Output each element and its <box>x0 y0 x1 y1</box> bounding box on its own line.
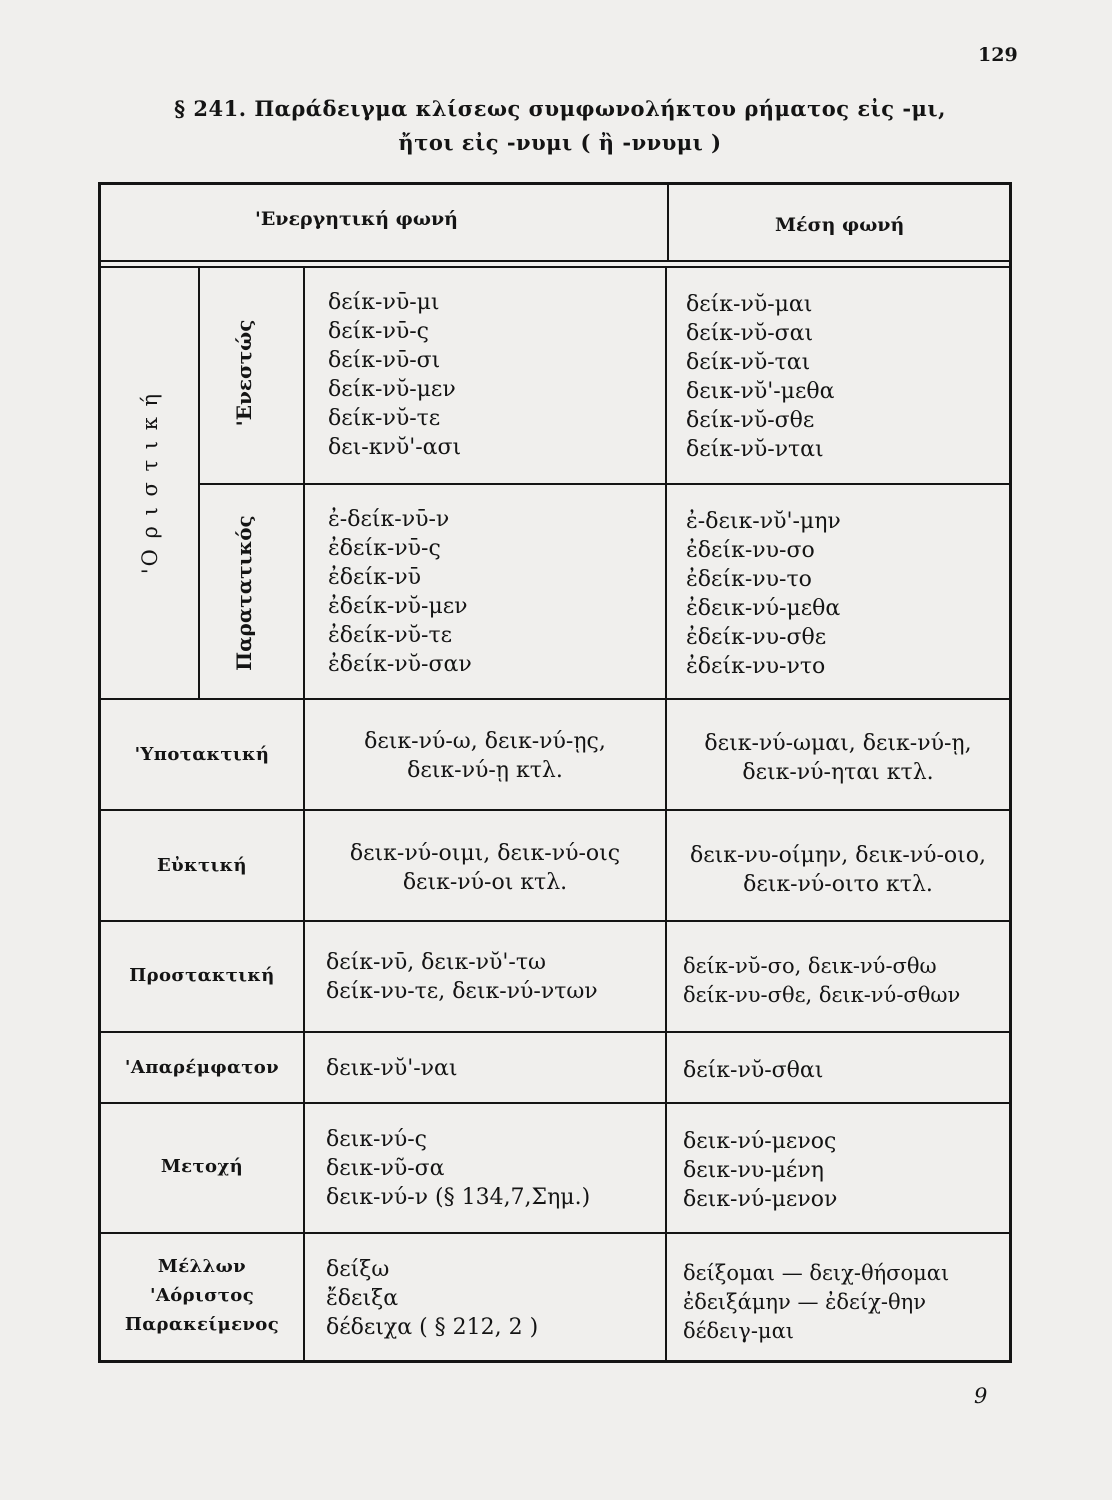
form: ἐδείκ-νυ-σθε <box>686 625 827 650</box>
column-header-active: 'Ενεργητική φωνή <box>255 208 458 230</box>
rule-present-imperfect <box>198 483 1012 485</box>
infinitive-active <box>326 1054 458 1083</box>
form: δεικ-νύ-οιτο κτλ. <box>743 872 933 897</box>
form: δείκ-νῠ-σθε <box>686 408 815 433</box>
form: δείκ-νυ-τε, δεικ-νύ-ντων <box>326 979 598 1004</box>
header-divider <box>667 182 669 262</box>
form: ἐδείκ-νῠ-σαν <box>328 652 472 677</box>
form: ἐδείκ-νῡ <box>328 565 422 590</box>
future-aorist-perfect-active <box>326 1255 538 1342</box>
mood-label: 'Απαρέμφατον <box>124 1057 280 1078</box>
rule-participle <box>98 1232 1012 1234</box>
form: δείκ-νῠ-σαι <box>686 321 814 346</box>
form: δεικ-νύ-μενον <box>683 1187 838 1212</box>
participle-middle <box>683 1127 837 1214</box>
form: δεικ-νύ-ν (§ 134,7,Σημ.) <box>326 1185 591 1210</box>
heading-line-2: ἤτοι εἰς -νυμι ( ἢ -ννυμι ) <box>398 130 722 155</box>
optative-active <box>305 839 665 897</box>
subjunctive-middle <box>667 729 1009 787</box>
form: ἐδείκ-νυ-ντο <box>686 654 826 679</box>
border-bottom <box>98 1360 1012 1363</box>
participle-active <box>326 1125 590 1212</box>
form: δεικ-νύ-ω, δεικ-νύ-ῃς, <box>364 729 606 754</box>
imperative-middle <box>683 952 960 1010</box>
form: δέδειγ-μαι <box>683 1319 794 1343</box>
future-aorist-perfect-middle <box>683 1259 949 1346</box>
column-header-middle: Μέση φωνή <box>775 214 905 236</box>
form: δείκ-νῡ-σι <box>328 348 441 373</box>
form: δείκ-νῠ-μεν <box>328 377 456 402</box>
border-left <box>98 182 101 1363</box>
mood-label: Μετοχή <box>160 1156 244 1177</box>
form: δει-κνῠ'-ασι <box>328 435 462 460</box>
form: δεικ-νύ-ς <box>326 1127 427 1152</box>
mood-label: Προστακτική <box>129 965 275 986</box>
mood-participle <box>100 1152 304 1181</box>
mood-imperative <box>100 961 304 990</box>
rule-indicative <box>98 698 1012 700</box>
form: δείκ-νῠ-σο, δεικ-νύ-σθω <box>683 954 937 978</box>
present-middle-forms <box>686 290 834 464</box>
footer-signature-number: 9 <box>974 1384 988 1408</box>
heading-line-1: § 241. Παράδειγμα κλίσεως συμφωνολήκτου ρήματος εἰς -μι, <box>174 96 946 121</box>
mood-subjunctive <box>100 740 304 769</box>
tense-label: Παρακείμενος <box>124 1314 280 1335</box>
rule-imperative <box>98 1031 1012 1033</box>
form: δέδειχα ( § 212, 2 ) <box>326 1315 539 1340</box>
form: δεικ-νύ-ωμαι, δεικ-νύ-ῃ, <box>704 731 972 756</box>
form: ἐδείκ-νῠ-μεν <box>328 594 468 619</box>
form: ἐδειξάμην — ἐδείχ-θην <box>683 1290 926 1314</box>
form: δεικ-νύ-ῃ κτλ. <box>407 758 563 783</box>
form: δείκ-νῠ-νται <box>686 437 824 462</box>
form: δεικ-νύ-ηται κτλ. <box>742 760 934 785</box>
present-active-forms <box>328 288 461 462</box>
form: ἐδείκ-νῠ-τε <box>328 623 453 648</box>
tense-present: 'Ενεστώς <box>232 319 256 427</box>
form: δείκ-νῡ, δεικ-νῠ'-τω <box>326 950 546 975</box>
form: ἔδειξα <box>326 1286 399 1311</box>
mood-indicative: 'Ο ρ ι σ τ ι κ ή <box>138 391 162 575</box>
divider-label <box>303 266 305 1362</box>
form: δείκ-νῡ-μι <box>328 290 440 315</box>
form: ἐ-δεικ-νῠ'-μην <box>686 509 841 534</box>
tense-label: 'Αόριστος <box>149 1285 255 1306</box>
optative-middle <box>667 841 1009 899</box>
page-number: 129 <box>978 44 1018 66</box>
form: δεικ-νῦ-σα <box>326 1156 445 1181</box>
form: δεικ-νυ-μένη <box>683 1158 824 1183</box>
tense-label: Μέλλων <box>157 1256 247 1277</box>
subjunctive-active <box>305 727 665 785</box>
infinitive-middle <box>683 1056 823 1085</box>
form: δείξω <box>326 1257 390 1282</box>
form: δείκ-νῠ-μαι <box>686 292 813 317</box>
divider-tense <box>198 266 200 698</box>
tenses-future-aorist-perfect <box>100 1252 304 1339</box>
form: δείκ-νῠ-ται <box>686 350 811 375</box>
mood-label: 'Υποτακτική <box>134 744 270 765</box>
rule-subjunctive <box>98 809 1012 811</box>
header-rule-1 <box>98 260 1012 262</box>
rule-infinitive <box>98 1102 1012 1104</box>
tense-imperfect: Παρατατικός <box>232 515 256 671</box>
imperfect-active-forms <box>328 505 472 679</box>
form: δείξομαι — δειχ-θήσομαι <box>683 1261 950 1285</box>
imperative-active <box>326 948 598 1006</box>
header-rule-2 <box>98 266 1012 268</box>
form: ἐδείκ-νυ-το <box>686 567 812 592</box>
form: δεικ-νύ-οιμι, δεικ-νύ-οις <box>349 841 621 866</box>
form: δεικ-νύ-οι κτλ. <box>402 870 568 895</box>
form: δείκ-νυ-σθε, δεικ-νύ-σθων <box>683 983 961 1007</box>
mood-label: Εὐκτική <box>157 855 247 876</box>
form: ἐδεικ-νύ-μεθα <box>686 596 841 621</box>
form: δεικ-νυ-οίμην, δεικ-νύ-οιο, <box>689 843 987 868</box>
form: δεικ-νύ-μενος <box>683 1129 837 1154</box>
mood-optative <box>100 851 304 880</box>
form: δείκ-νῠ-σθαι <box>683 1058 824 1083</box>
form: δεικ-νῠ'-ναι <box>326 1056 458 1081</box>
form: ἐδείκ-νυ-σο <box>686 538 815 563</box>
form: δεικ-νῠ'-μεθα <box>686 379 835 404</box>
divider-voice <box>665 266 667 1362</box>
form: δείκ-νῠ-τε <box>328 406 441 431</box>
border-top <box>98 182 1012 185</box>
mood-infinitive <box>100 1053 304 1082</box>
imperfect-middle-forms <box>686 507 841 681</box>
form: δείκ-νῡ-ς <box>328 319 429 344</box>
form: ἐδείκ-νῡ-ς <box>328 536 441 561</box>
form: ἐ-δείκ-νῡ-ν <box>328 507 450 532</box>
border-right <box>1009 182 1012 1363</box>
rule-optative <box>98 920 1012 922</box>
